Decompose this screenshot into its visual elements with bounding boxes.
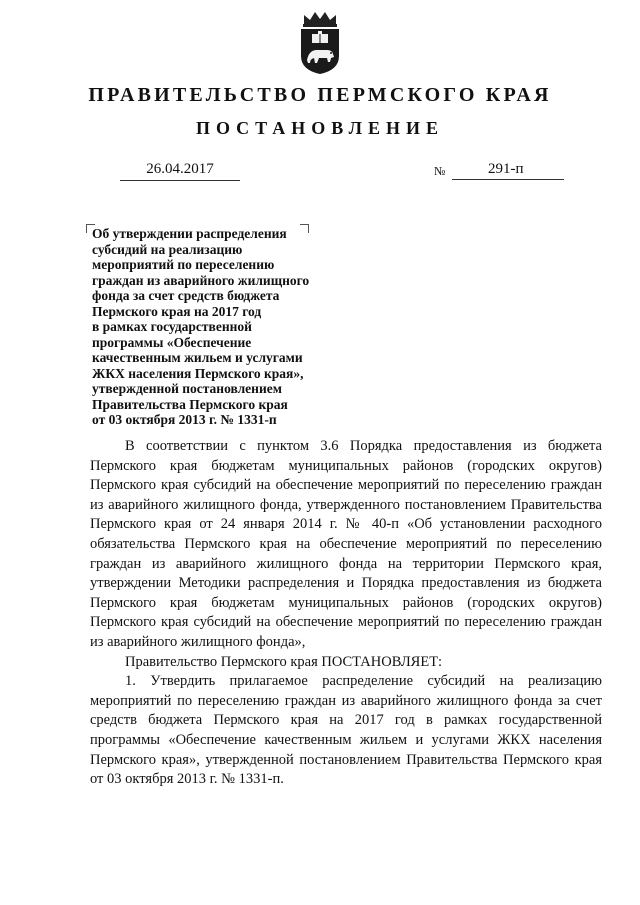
subject-line: Правительства Пермского края bbox=[92, 396, 288, 412]
document-type: ПОСТАНОВЛЕНИЕ bbox=[195, 118, 445, 138]
subject-line: мероприятий по переселению bbox=[92, 257, 275, 272]
subject-line: от 03 октября 2013 г. № 1331-п bbox=[92, 412, 277, 427]
subject-line: Пермского края на 2017 год bbox=[92, 303, 262, 319]
subject-line: качественным жильем и услугами bbox=[92, 350, 303, 365]
subject-line: фонда за счет средств бюджета bbox=[92, 288, 280, 303]
subject-line: Об утверждении распределения bbox=[92, 226, 287, 241]
perm-krai-coat-of-arms-icon bbox=[297, 10, 343, 76]
document-date-field bbox=[120, 160, 240, 181]
subject-line: ЖКХ населения Пермского края», bbox=[92, 365, 304, 381]
subject-line: субсидий на реализацию bbox=[92, 241, 243, 257]
document-number: 291-п bbox=[488, 161, 524, 177]
document-body bbox=[90, 437, 602, 790]
organization-name: ПРАВИТЕЛЬСТВО ПЕРМСКОГО КРАЯ bbox=[88, 84, 552, 106]
subject-line: граждан из аварийного жилищного bbox=[92, 272, 310, 288]
subject-line: в рамках государственной bbox=[92, 319, 252, 334]
date-underline bbox=[120, 178, 240, 181]
subject-line: утвержденной постановлением bbox=[92, 381, 282, 396]
preamble-paragraph: В соответствии с пунктом 3.6 Порядка предоставления из бюджета Пермского края бюджетам муниципальных районов (городских округов) Пермского края субсидий на обеспечение мероприятий по переселению граждан из аварийного жилищного фонда, утвержденного постановлением Правительства Пермского края от 24 января 2014 г. № 40-п «Об установлении расходного обязательства Пермского края на обеспечение мероприятий по переселению граждан из аварийного жилищного фонда на территории Пермского края, утверждении Методики распределения и Порядка предоставления из бюджета Пермского края бюджетам муниципальных районов (городских округов) Пермского края субсидий на обеспечение мероприятий по переселению граждан из аварийного жилищного фонда», bbox=[90, 438, 602, 650]
resolution-paragraph: Правительство Пермского края ПОСТАНОВЛЯЕТ: bbox=[125, 653, 443, 670]
item-1-paragraph: 1. Утвердить прилагаемое распределение субсидий на реализацию мероприятий по переселению граждан из аварийного жилищного фонда за счет средств бюджета Пермского края на 2017 год в рамках государственной программы «Обеспечение качественным жильем и услугами ЖКХ населения Пермского края», утвержденной постановлением Правительства Пермского края от 03 октября 2013 г. № 1331-п. bbox=[90, 673, 602, 788]
document-date: 26.04.2017 bbox=[146, 161, 214, 177]
subject-line: программы «Обеспечение bbox=[92, 334, 252, 350]
number-sign: № bbox=[434, 164, 446, 178]
document-subject bbox=[92, 226, 342, 428]
